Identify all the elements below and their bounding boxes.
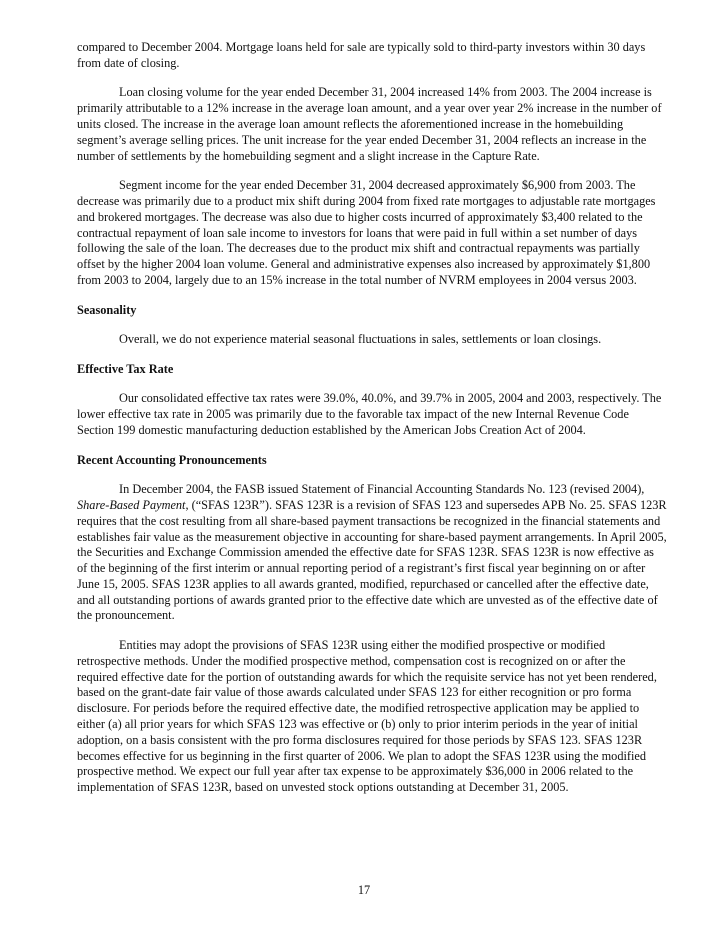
heading-seasonality: Seasonality [77,302,137,317]
paragraph-mortgage-loans-continued: compared to December 2004. Mortgage loans held for sale are typically sold to third-party investors within 30 days from date of closing. [77,40,646,70]
document-page [77,40,667,810]
paragraph-effective-tax-rate: Our consolidated effective tax rates were 39.0%, 40.0%, and 39.7% in 2005, 2004 and 2003, respectively. The lower effective tax rate in 2005 was primarily due to the favorable tax impact of the new Internal Revenue Code Section 199 domestic manufacturing deduction established by the American Jobs Creation Act of 2004. [77,391,662,437]
paragraph-sfas-123r-adoption: Entities may adopt the provisions of SFAS 123R using either the modified prospective or modified retrospective methods. Under the modified prospective method, compensation cost is recognized on or after the required effective date for the portion of outstanding awards for which the requisite service has not yet been rendered, based on the grant-date fair value of those awards calculated under SFAS 123 for either recognition or pro forma disclosure. For periods before the required effective date, the modified retrospective application may be applied to either (a) all prior years for which SFAS 123 was effective or (b) only to prior interim periods in the year of initial adoption, on a basis consistent with the pro forma disclosures required for those periods by SFAS 123. SFAS 123R becomes effective for us beginning in the first quarter of 2006. We plan to adopt the SFAS 123R using the modified prospective method. We expect our full year after tax expense to be approximately $36,000 in 2006 related to the implementation of SFAS 123R, based on unvested stock options outstanding at December 31, 2005. [77,638,657,795]
heading-recent-accounting-pronouncements: Recent Accounting Pronouncements [77,452,267,467]
heading-effective-tax-rate: Effective Tax Rate [77,361,174,376]
paragraph-loan-closing-volume: Loan closing volume for the year ended December 31, 2004 increased 14% from 2003. The 2004 increase is primarily attributable to a 12% increase in the average loan amount, and a year over year 2% increase in the number of units closed. The increase in the average loan amount reflects the aforementioned increase in the homebuilding segment’s average selling prices. The unit increase for the year ended December 31, 2004 reflects an increase in the number of settlements by the homebuilding segment and a slight increase in the Capture Rate. [77,85,662,163]
share-based-payment-title: Share-Based Payment [77,497,186,512]
paragraph-sfas-123r-issued [77,482,667,624]
page-number: 17 [357,883,371,897]
sfas-text-start: In December 2004, the FASB issued Statement of Financial Accounting Standards No. 123 (revised 2004), [119,482,645,497]
paragraph-segment-income: Segment income for the year ended December 31, 2004 decreased approximately $6,900 from 2003. The decrease was primarily due to a product mix shift during 2004 from fixed rate mortgages to adjustable rate mortgages and brokered mortgages. The decrease was also due to higher costs incurred of approximately $3,400 related to the contractual repayment of loan sale income to investors for loans that were paid in full within a set number of days following the sale of the loan. The decreases due to the product mix shift and contractual repayments was partially offset by the higher 2004 loan volume. General and administrative expenses also increased by approximately $1,800 from 2003 to 2004, largely due to an 15% increase in the total number of NVRM employees in 2004 versus 2003. [77,178,656,287]
paragraph-seasonality: Overall, we do not experience material seasonal fluctuations in sales, settlements or loan closings. [119,332,602,347]
sfas-text-rest: , (“SFAS 123R”). SFAS 123R is a revision of SFAS 123 and supersedes APB No. 25. SFAS 123R requires that the cost resulting from all share-based payment transactions be recognized in the financial statements and establishes fair value as the measurement objective in accounting for share-based payment arrangements. In April 2005, the Securities and Exchange Commission amended the effective date for SFAS 123R. SFAS 123R is now effective as of the beginning of the first interim or annual reporting period of a registrant’s first fiscal year beginning on or after June 15, 2005. SFAS 123R applies to all awards granted, modified, repurchased or cancelled after the effective date, and all outstanding portions of awards granted prior to the effective date which are unvested as of the effective date of the pronouncement. [77,497,667,623]
